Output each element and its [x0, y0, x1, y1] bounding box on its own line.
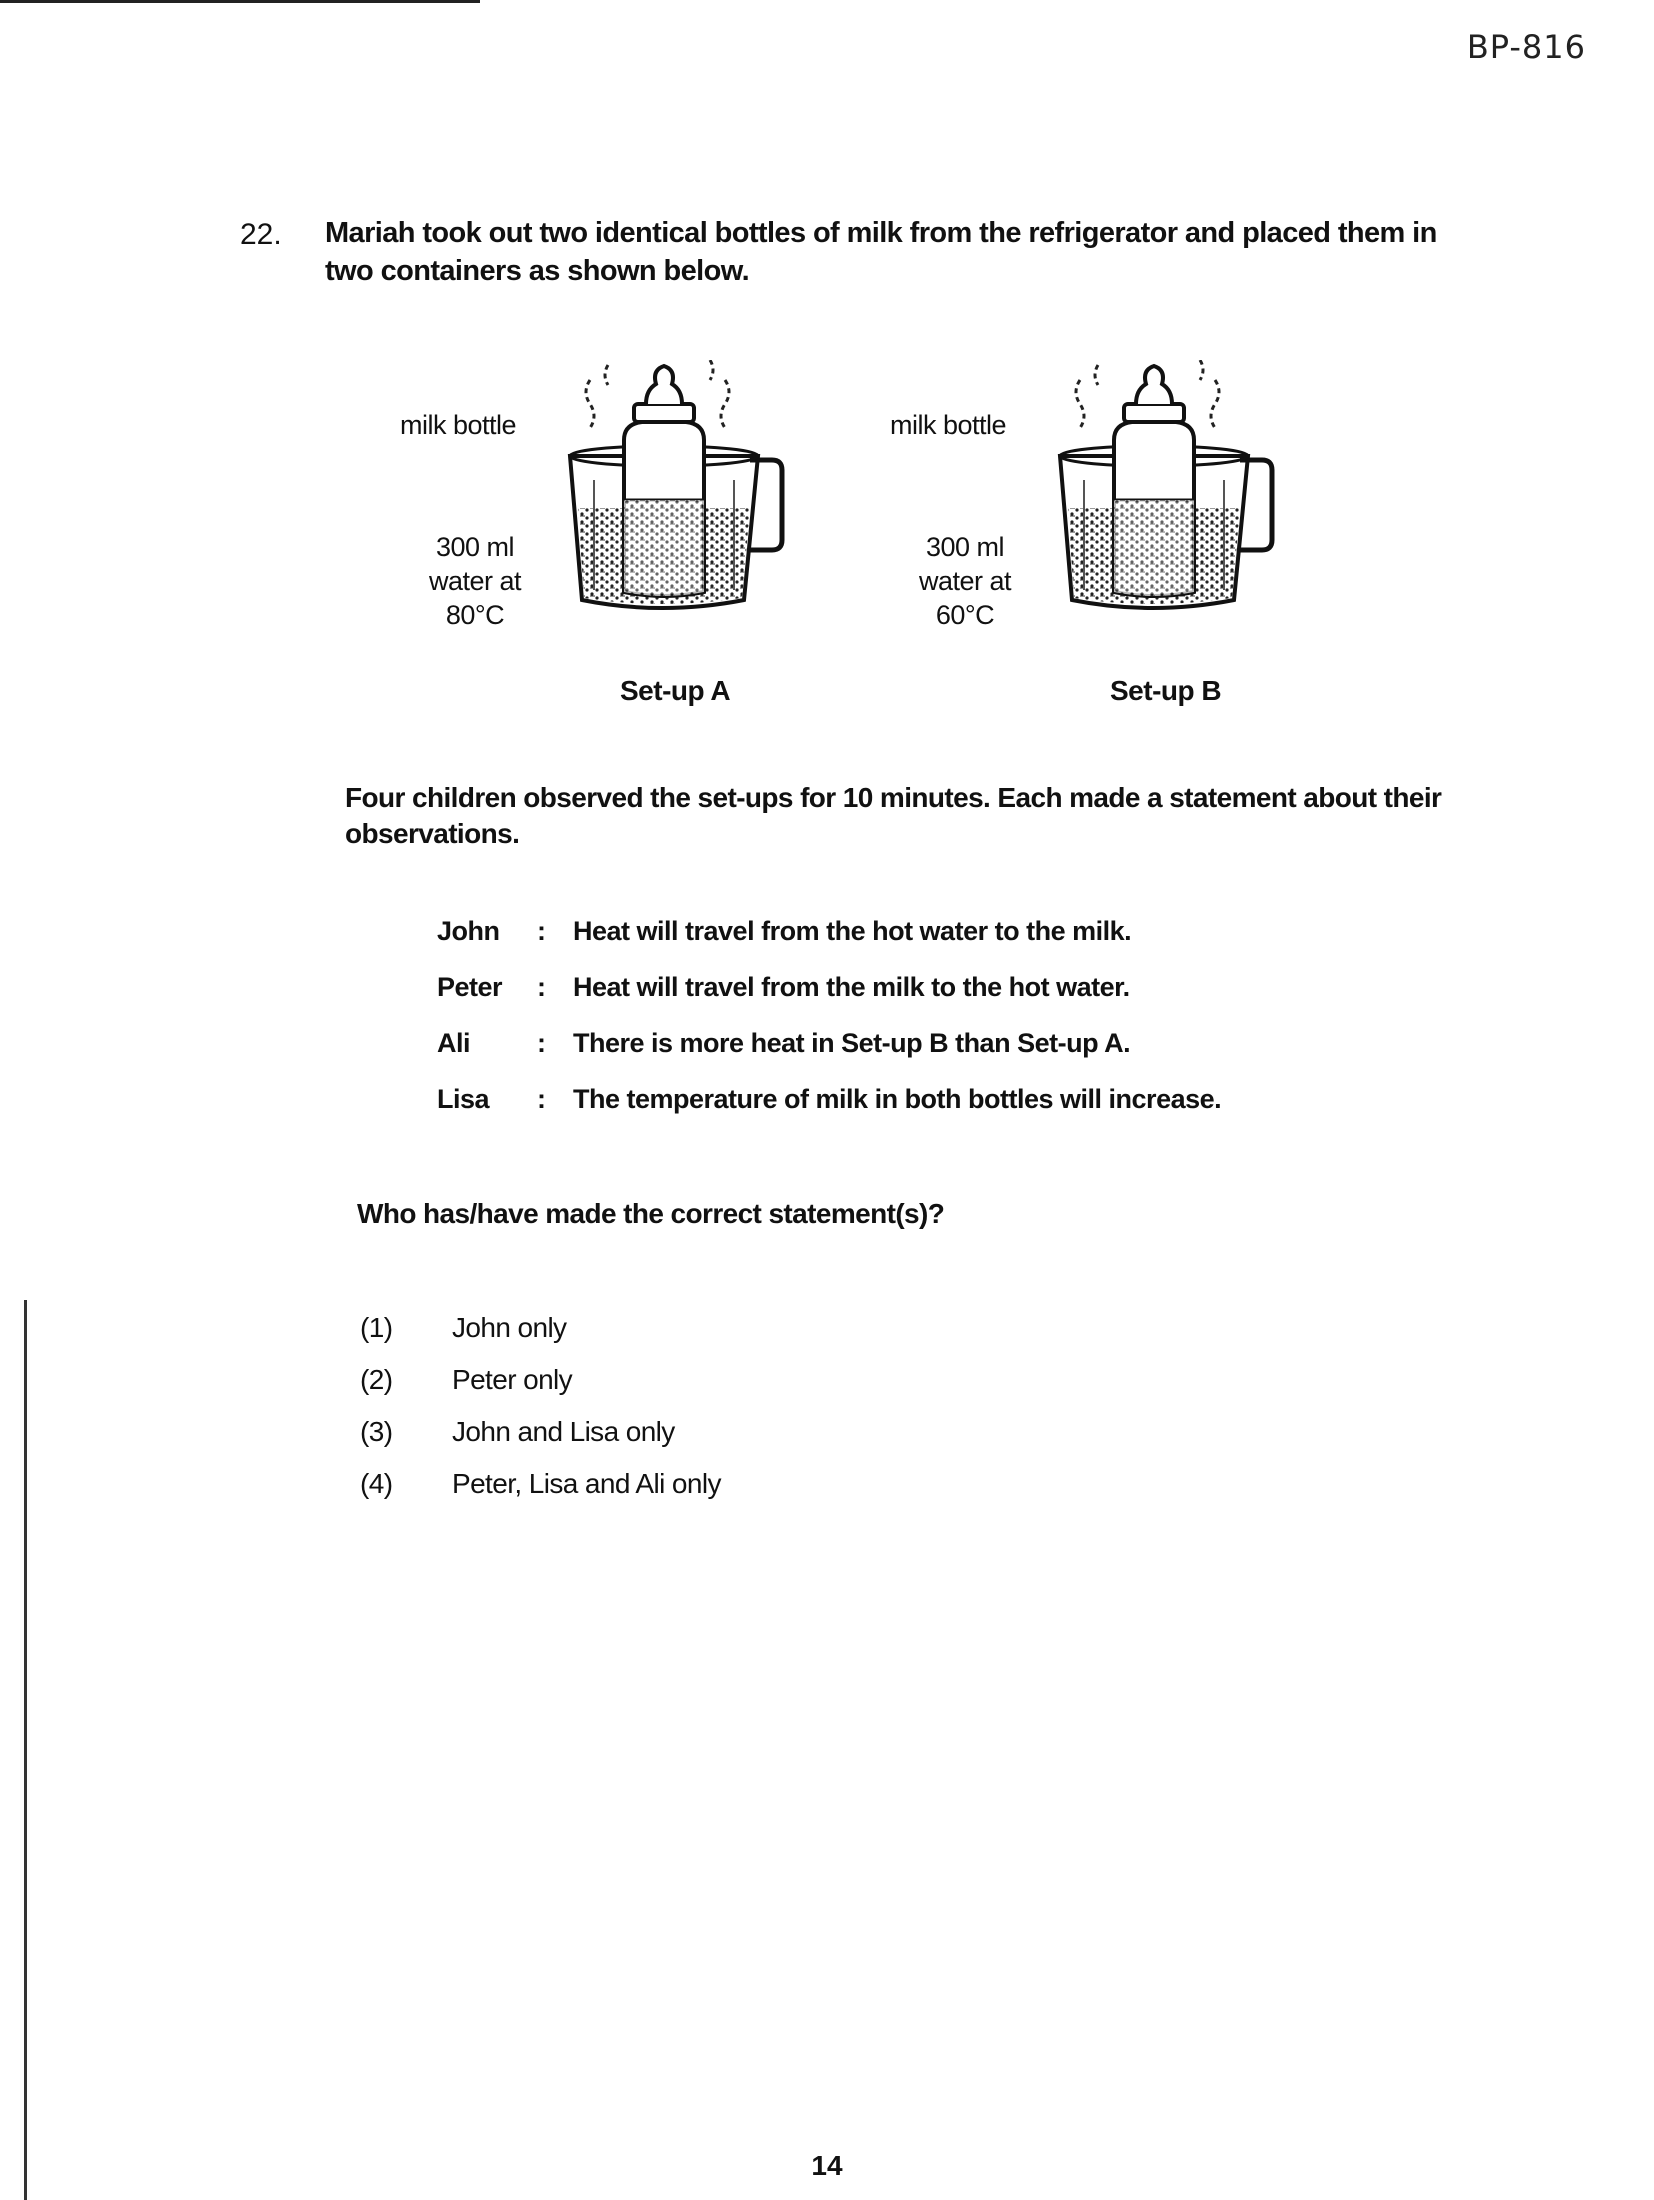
setup-a-bottle-label: milk bottle [400, 410, 517, 440]
statement-name: Ali [437, 1027, 471, 1058]
statement-name: Peter [437, 971, 503, 1002]
setup-b-water-line2: water at [918, 566, 1012, 596]
setup-a-water-label [410, 530, 540, 632]
question-text: Mariah took out two identical bottles of milk from the refrigerator and placed them in two containers as shown below. [325, 217, 1437, 287]
option-number: (4) [360, 1468, 393, 1499]
question-prompt: Who has/have made the correct statement(s)? [357, 1198, 945, 1229]
answer-option [360, 1406, 721, 1458]
statement-colon: : [537, 1083, 546, 1114]
page-code: BP-816 [1466, 28, 1586, 66]
setup-b-water-label [900, 530, 1030, 632]
statement-text: Heat will travel from the hot water to the milk. [573, 915, 1132, 946]
statement-row [437, 1071, 1221, 1127]
statement-text: The temperature of milk in both bottles will increase. [573, 1083, 1222, 1114]
setup-a-water-line1: 300 ml [435, 532, 515, 562]
page-number: 14 [811, 2150, 843, 2181]
statement-text: There is more heat in Set-up B than Set-up A. [573, 1027, 1131, 1058]
setup-b-title: Set-up B [1110, 675, 1222, 706]
setup-b-bottle-label: milk bottle [890, 410, 1007, 440]
setup-a-water-line3: 80°C [445, 600, 505, 630]
statement-row [437, 959, 1221, 1015]
setup-a-illustration [550, 360, 790, 620]
statement-colon: : [537, 1027, 546, 1058]
option-number: (1) [360, 1312, 393, 1343]
intro-text: Four children observed the set-ups for 10 minutes. Each made a statement about their observations. [345, 782, 1442, 849]
setup-a-title: Set-up A [620, 675, 731, 706]
option-text: John only [452, 1312, 567, 1343]
setup-b-illustration [1040, 360, 1280, 620]
statement-name: John [437, 915, 500, 946]
option-number: (3) [360, 1416, 393, 1447]
setup-b [870, 360, 1430, 720]
option-text: Peter, Lisa and Ali only [452, 1468, 721, 1499]
setup-a [380, 360, 940, 720]
statement-name: Lisa [437, 1083, 490, 1114]
statement-row [437, 1015, 1221, 1071]
answer-option [360, 1458, 721, 1510]
question-number: 22. [240, 218, 282, 251]
option-number: (2) [360, 1364, 393, 1395]
statement-colon: : [537, 915, 546, 946]
statement-list [437, 903, 1221, 1127]
option-text: John and Lisa only [452, 1416, 675, 1447]
answer-options [360, 1302, 721, 1510]
statement-text: Heat will travel from the milk to the hot water. [573, 971, 1130, 1002]
setup-b-water-line1: 300 ml [925, 532, 1005, 562]
option-text: Peter only [452, 1364, 573, 1395]
statement-row [437, 903, 1221, 959]
setup-b-water-line3: 60°C [935, 600, 995, 630]
top-rule [0, 0, 480, 3]
setup-a-water-line2: water at [428, 566, 522, 596]
answer-option [360, 1302, 721, 1354]
answer-option [360, 1354, 721, 1406]
statement-colon: : [537, 971, 546, 1002]
scan-edge [24, 1300, 27, 2200]
